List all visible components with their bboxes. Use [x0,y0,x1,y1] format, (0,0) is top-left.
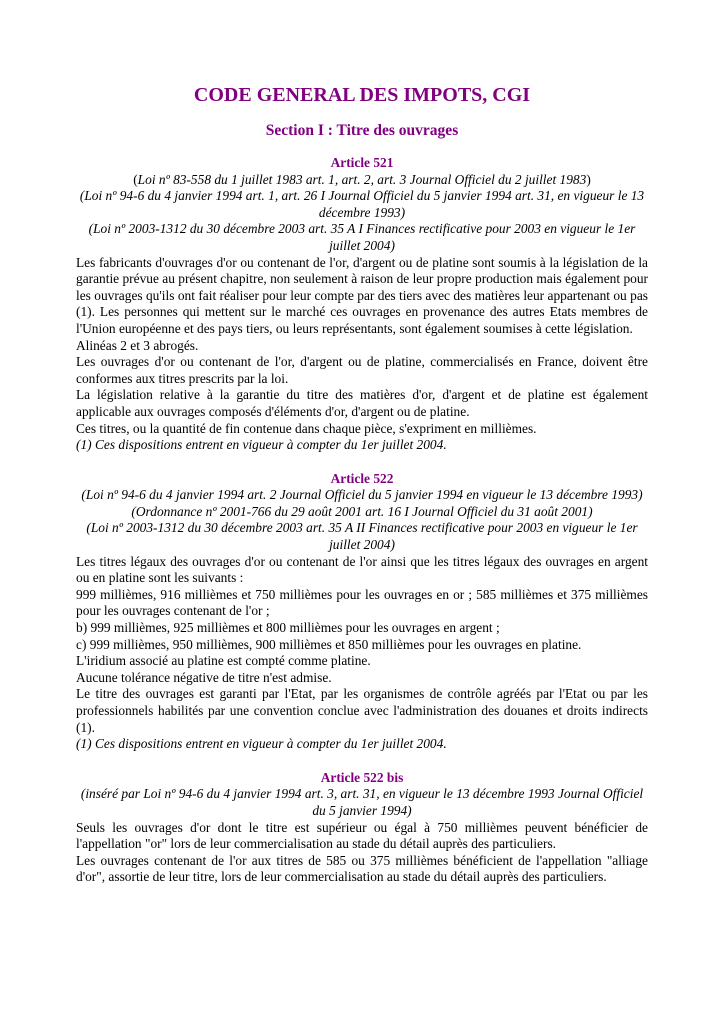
document-page [76,83,648,903]
section-title: Section I : Titre des ouvrages [265,122,459,139]
paragraph: 999 millièmes, 916 millièmes et 750 millièmes pour les ouvrages en or ; 585 millièmes et 375 millièmes pour les ouvrages contenant de l'or ; [76,586,648,619]
article-522 [76,471,648,753]
paragraph: Alinéas 2 et 3 abrogés. [76,337,199,353]
article-title: Article 522 [330,470,394,486]
article-522-bis [76,770,648,886]
legal-reference: (Loi nº 2003-1312 du 30 décembre 2003 art. 35 A I Finances rectificative pour 2003 en vigueur le 1er juillet 2004) [88,221,636,253]
legal-reference: (inséré par Loi nº 94-6 du 4 janvier 1994 art. 3, art. 31, en vigueur le 13 décembre 1993 Journal Officiel du 5 janvier 1994) [80,786,644,818]
footnote: (1) Ces dispositions entrent en vigueur à compter du 1er juillet 2004. [76,736,447,752]
legal-reference: (Loi nº 2003-1312 du 30 décembre 2003 art. 35 A II Finances rectificative pour 2003 en vigueur le 1er juillet 2004) [86,520,638,553]
paragraph: c) 999 millièmes, 950 millièmes, 900 millièmes et 850 millièmes pour les ouvrages en platine. [76,636,582,652]
paragraph: Aucune tolérance négative de titre n'est admise. [76,669,332,685]
legal-reference: (Loi nº 94-6 du 4 janvier 1994 art. 1, art. 26 I Journal Officiel du 5 janvier 1994 art. 31, en vigueur le 13 décembre 1993) [79,188,645,220]
footnote: (1) Ces dispositions entrent en vigueur à compter du 1er juillet 2004. [76,437,447,453]
paragraph: Les titres légaux des ouvrages d'or ou contenant de l'or ainsi que les titres légaux des ouvrages en argent ou en platine sont les suivants : [76,553,648,586]
paragraph: Le titre des ouvrages est garanti par l'Etat, par les organismes de contrôle agréés par l'Etat ou par les professionnels habilités par une convention conclue avec l'administration des douanes et droits indirects (1). [76,686,648,735]
paragraph: b) 999 millièmes, 925 millièmes et 800 millièmes pour les ouvrages en argent ; [76,620,500,636]
legal-reference: (Ordonnance nº 2001-766 du 29 août 2001 art. 16 I Journal Officiel du 31 août 2001) [131,503,593,519]
document-title: CODE GENERAL DES IMPOTS, CGI [193,84,531,106]
paragraph: Seuls les ouvrages d'or dont le titre est supérieur ou égal à 750 millièmes peuvent bénéficier de l'appellation "or" lors de leur commercialisation au stade du détail auprès des particuliers. [76,819,648,852]
legal-reference: (Loi nº 94-6 du 4 janvier 1994 art. 2 Journal Officiel du 5 janvier 1994 en vigueur le 13 décembre 1993) [81,487,643,503]
article-521 [76,155,648,454]
paragraph: Les ouvrages d'or ou contenant de l'or, d'argent ou de platine, commercialisés en France, doivent être conformes aux titres prescrits par la loi. [76,354,648,386]
paragraph: La législation relative à la garantie du titre des matières d'or, d'argent et de platine est également applicable aux ouvrages composés d'éléments d'or, d'argent ou de platine. [76,387,648,419]
paragraph: Ces titres, ou la quantité de fin contenue dans chaque pièce, s'expriment en millièmes. [76,420,537,436]
legal-reference: (Loi nº 83-558 du 1 juillet 1983 art. 1, art. 2, art. 3 Journal Officiel du 2 juillet 1983) [133,171,591,187]
paragraph: Les ouvrages contenant de l'or aux titres de 585 ou 375 millièmes bénéficient de l'appellation "alliage d'or", assortie de leur titre, lors de leur commercialisation au stade du détail auprès des particuliers. [76,852,648,885]
article-title: Article 522 bis [320,769,404,785]
paragraph: L'iridium associé au platine est compté comme platine. [76,653,371,669]
article-title: Article 521 [330,155,394,170]
paragraph: Les fabricants d'ouvrages d'or ou contenant de l'or, d'argent ou de platine sont soumis à la législation de la garantie prévue au présent chapitre, non seulement à raison de leur propre production mais également pour les ouvrages qu'ils ont fait réaliser pour leur compte par des tiers avec des matières leur appartenant ou pas (1). Les personnes qui mettent sur le marché ces ouvrages en provenance des autres Etats membres de l'Union européenne et des pays tiers, ou leurs représentants, sont également soumises à cette législation. [76,254,648,336]
